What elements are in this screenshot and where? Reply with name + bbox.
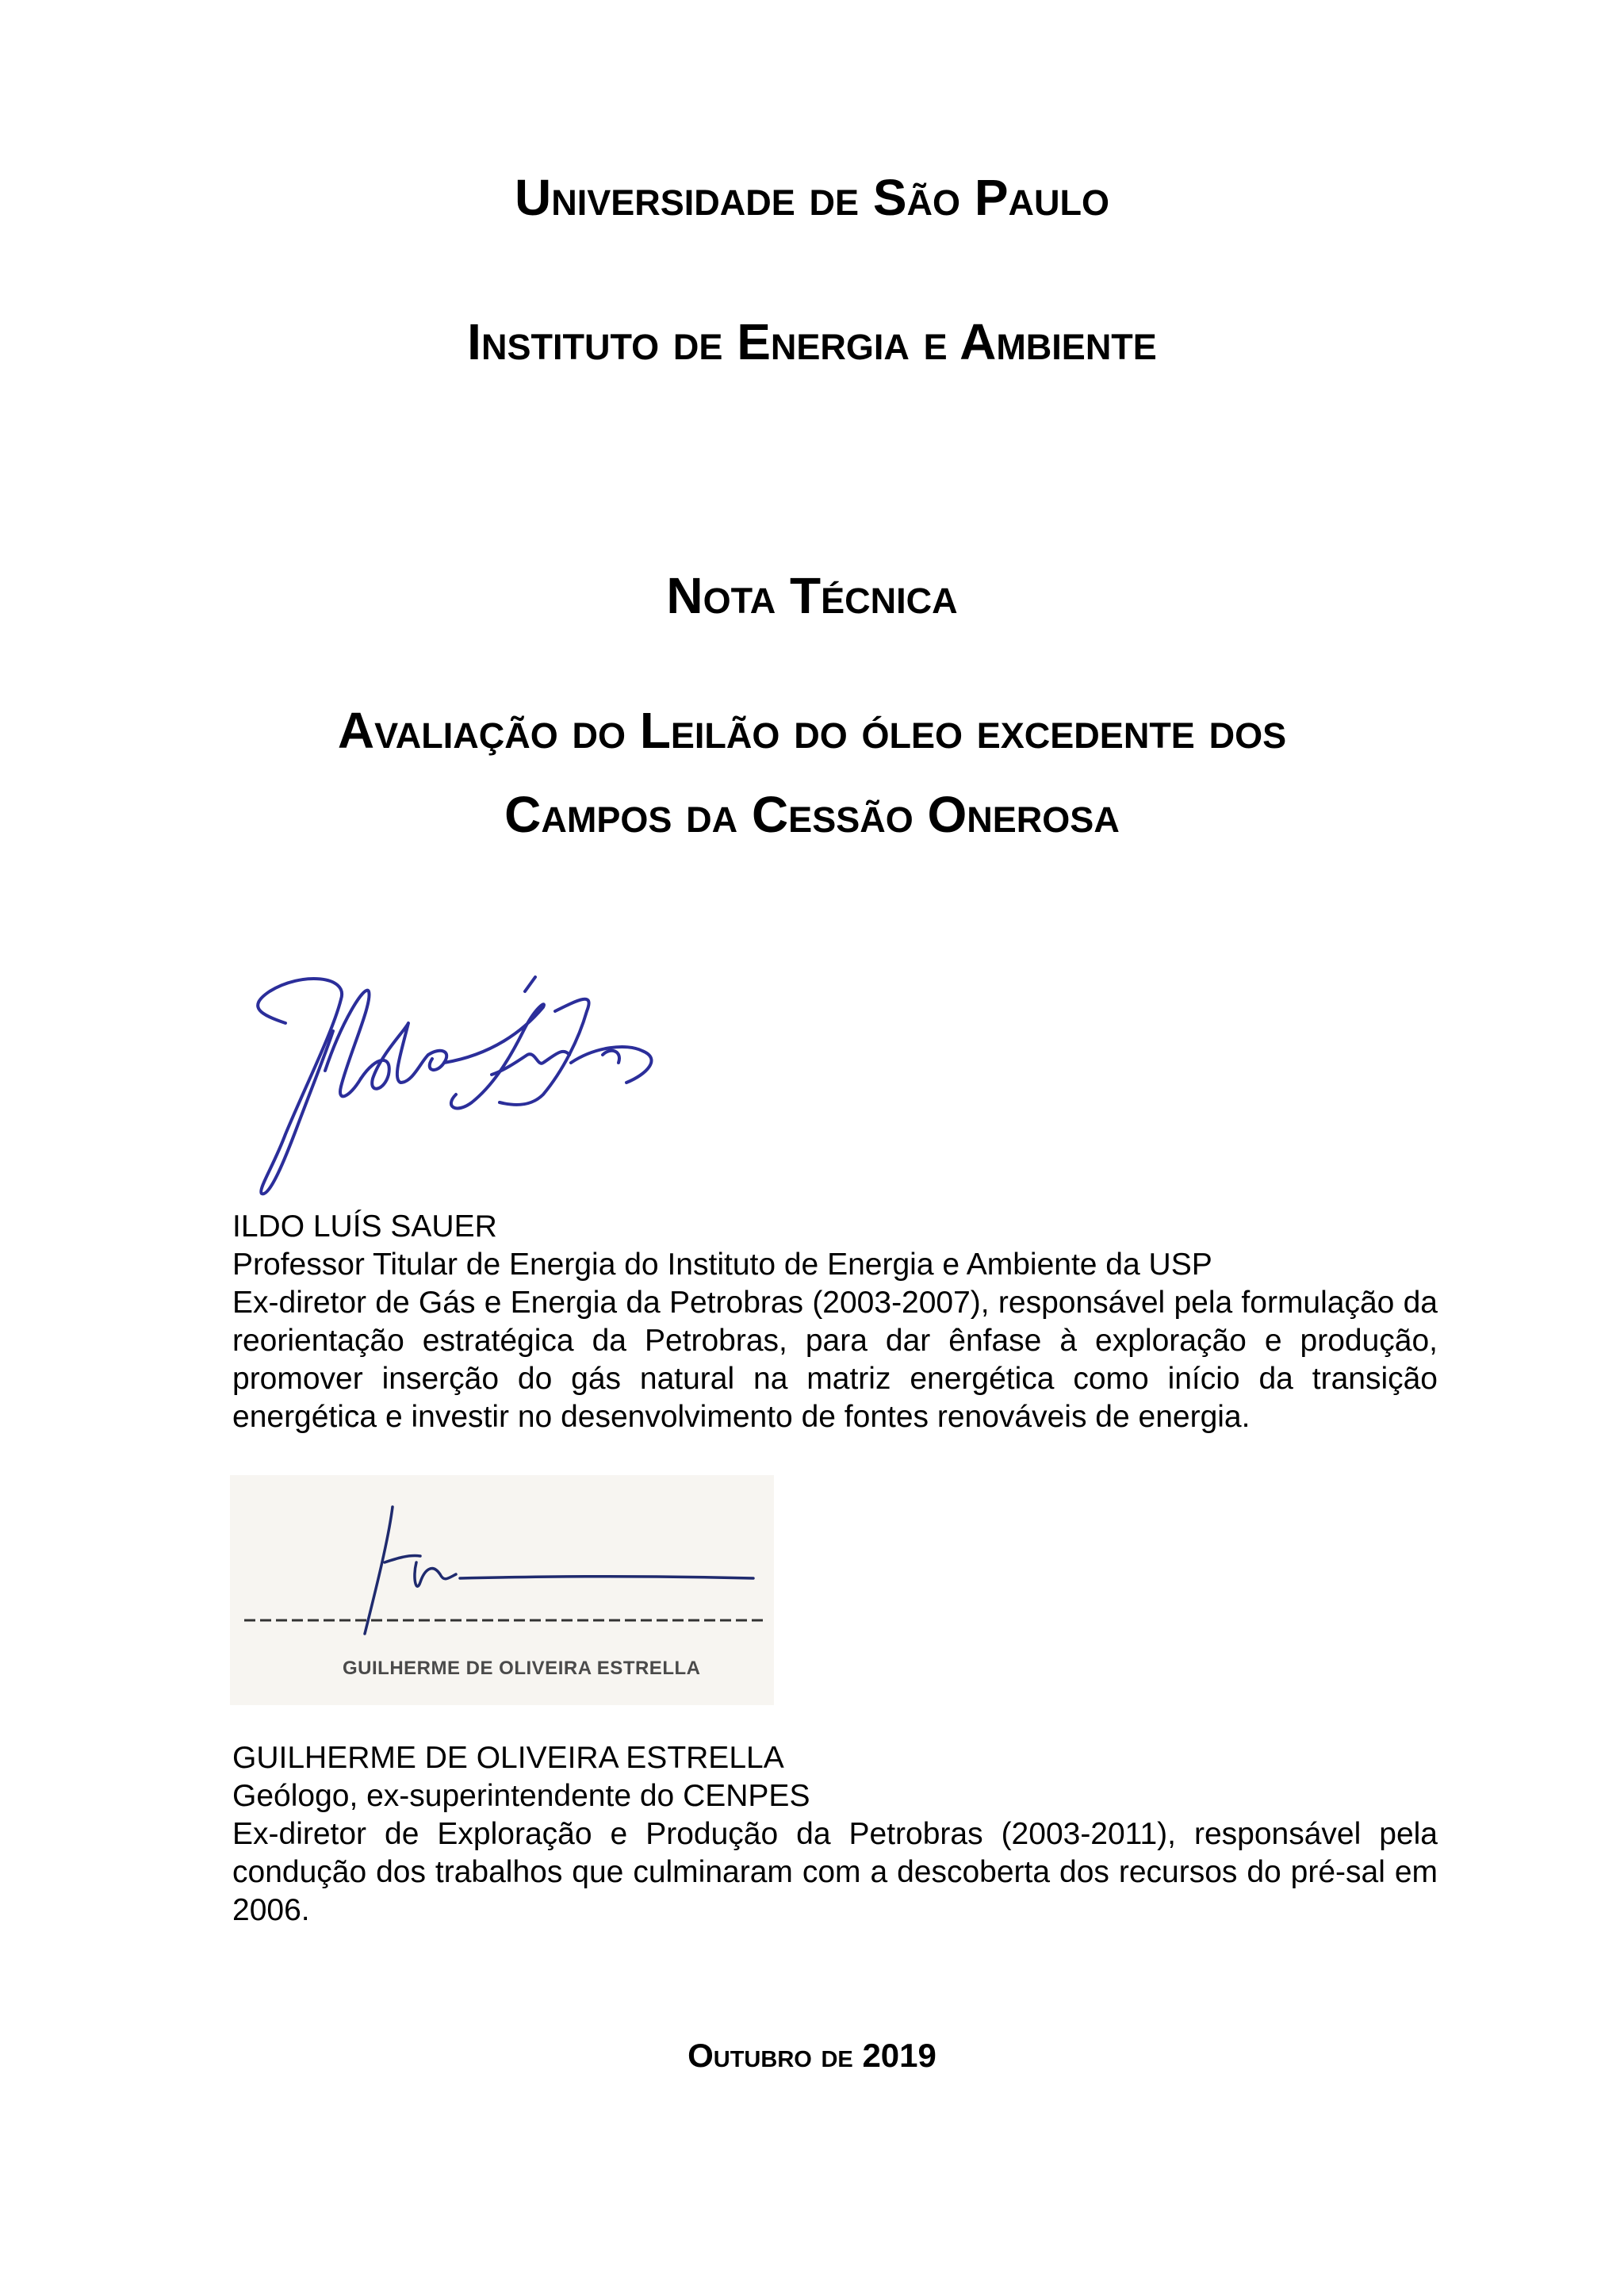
document-title-line1: Avaliação do Leilão do óleo excedente dos xyxy=(337,702,1287,759)
signature-ildo-sauer xyxy=(230,936,714,1198)
author2-bio xyxy=(232,1739,1438,1930)
author2-name: GUILHERME DE OLIVEIRA ESTRELLA xyxy=(232,1741,784,1775)
document-title-line2: Campos da Cessão Onerosa xyxy=(504,786,1120,843)
author1-description: Ex-diretor de Gás e Energia da Petrobras (2003-2007), responsável pela formulação da reorientação estratégica da Petrobras, para dar ênfase à exploração e produção, promover inserção do gás natural na matriz energética como início da transição energética e investir no desenvolvimento de fontes renováveis de energia. xyxy=(232,1286,1438,1434)
university-heading: Universidade de São Paulo xyxy=(515,169,1109,226)
author1-name: ILDO LUÍS SAUER xyxy=(232,1209,497,1244)
author2-description: Ex-diretor de Exploração e Produção da Petrobras (2003-2011), responsável pela condução dos trabalhos que culminaram com a descoberta dos recursos do pré-sal em 2006. xyxy=(232,1817,1438,1927)
signature-guilherme-estrella xyxy=(230,1475,774,1705)
document-type: Nota Técnica xyxy=(666,567,958,624)
institute-heading: Instituto de Energia e Ambiente xyxy=(467,313,1157,370)
signature-2-stamp-name: GUILHERME DE OLIVEIRA ESTRELLA xyxy=(343,1658,701,1679)
author1-bio xyxy=(232,1208,1438,1436)
publication-date: Outubro de 2019 xyxy=(688,2037,936,2074)
author1-position: Professor Titular de Energia do Instituto de Energia e Ambiente da USP xyxy=(232,1248,1212,1282)
author2-position: Geólogo, ex-superintendente do CENPES xyxy=(232,1779,810,1813)
